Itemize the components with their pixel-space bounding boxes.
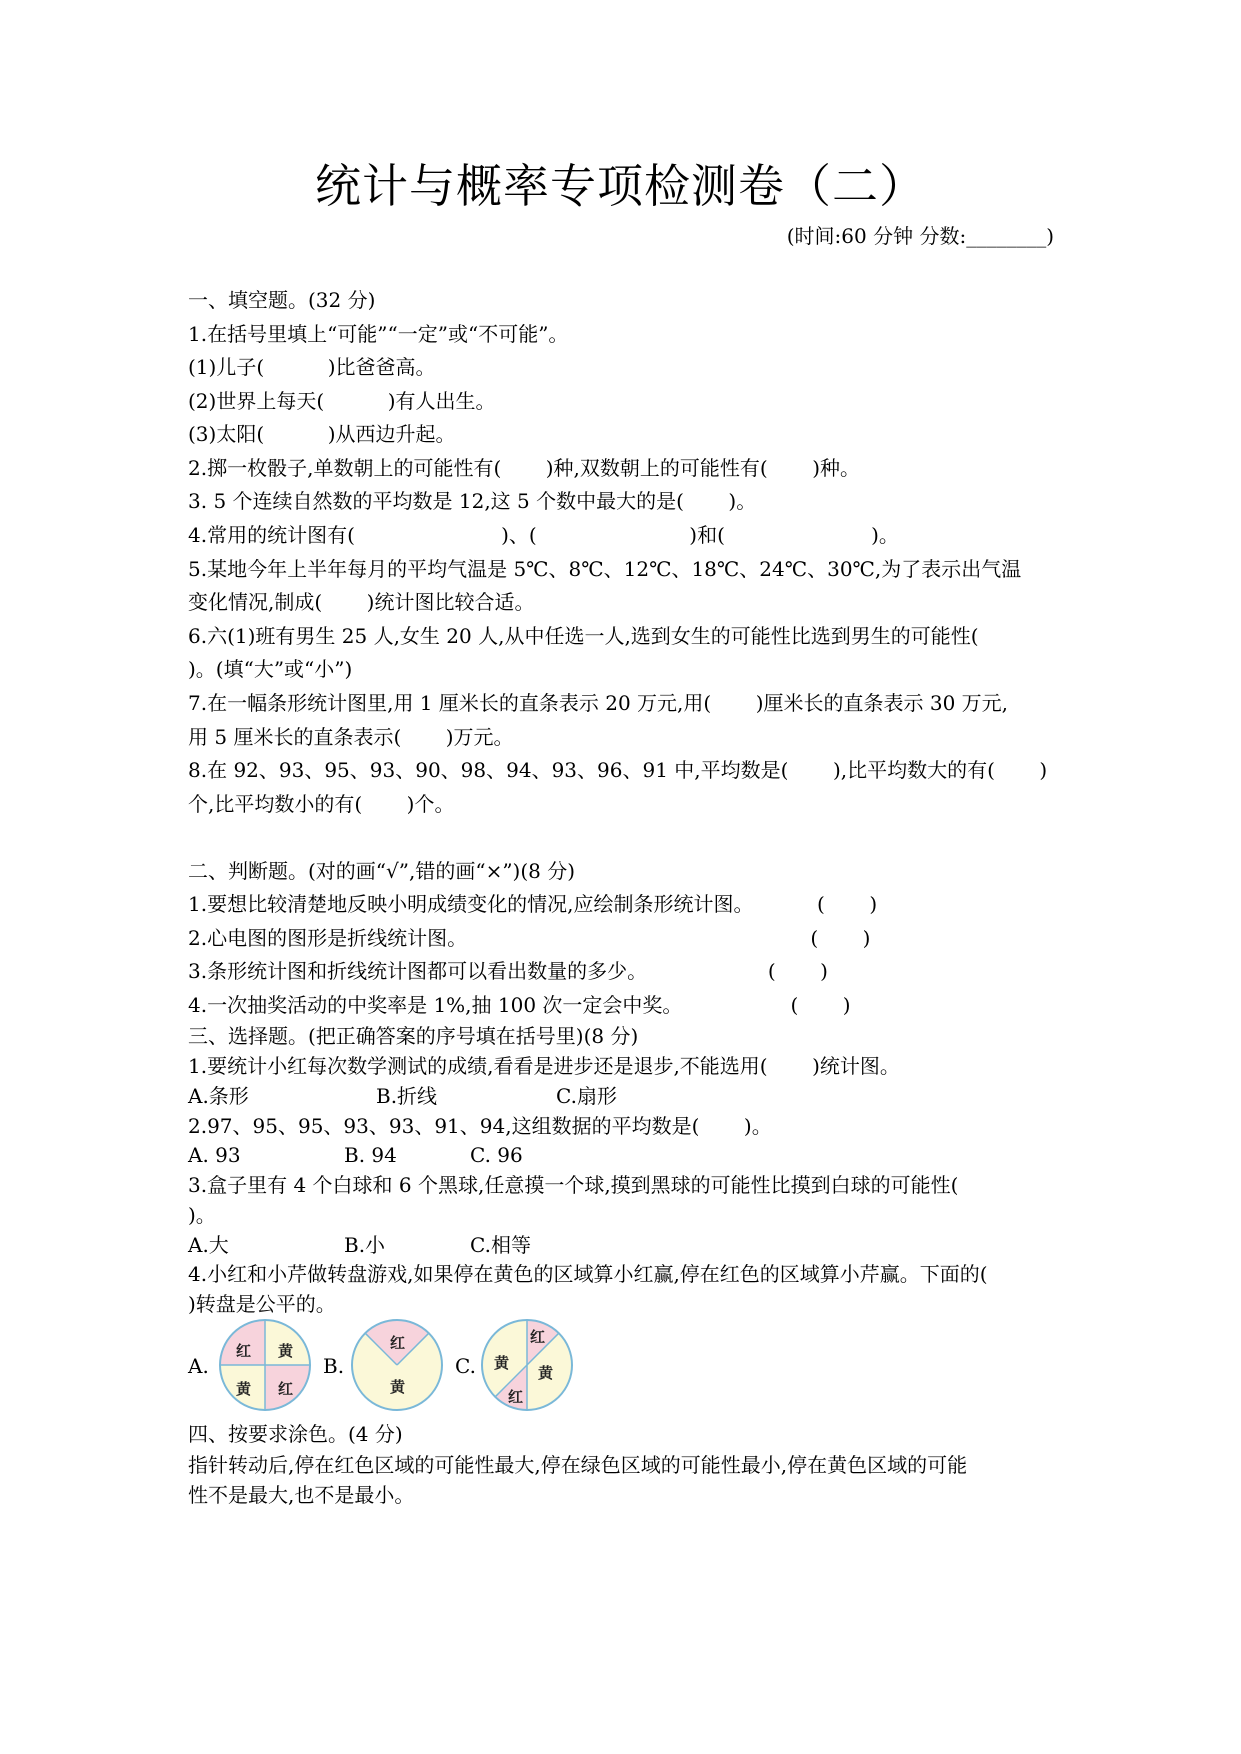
section4-text-line2: 性不是最大,也不是最小。 — [188, 1483, 415, 1507]
spinner-c — [480, 1318, 574, 1412]
option-b: B. 94 — [344, 1143, 397, 1167]
option-c: C.扇形 — [556, 1084, 617, 1108]
question-2-1: 1.要想比较清楚地反映小明成绩变化的情况,应绘制条形统计图。 ( ) — [188, 892, 878, 916]
question-1-5-line2: 变化情况,制成( )统计图比较合适。 — [188, 590, 535, 614]
page-title: 统计与概率专项检测卷（二） — [315, 159, 926, 213]
spinner-b-text-2: 黄 — [390, 1378, 406, 1396]
question-1-8-line1: 8.在 92、93、95、93、90、98、94、93、96、91 中,平均数是( ),比平均数大的有( ) — [188, 758, 1048, 782]
question-3-1: 1.要统计小红每次数学测试的成绩,看看是进步还是退步,不能选用( )统计图。 — [188, 1054, 900, 1078]
section4-text-line1: 指针转动后,停在红色区域的可能性最大,停在绿色区域的可能性最小,停在黄色区域的可能 — [188, 1453, 968, 1477]
spinner-a-text-2: 黄 — [278, 1342, 294, 1360]
question-3-3-line2: )。 — [188, 1203, 216, 1227]
option-a: A.条形 — [188, 1084, 249, 1108]
option-a: A. 93 — [188, 1143, 241, 1167]
spinner-c-text-3: 黄 — [538, 1364, 554, 1382]
question-1-7-line1: 7.在一幅条形统计图里,用 1 厘米长的直条表示 20 万元,用( )厘米长的直条表示 30 万元, — [188, 691, 1009, 715]
option-b: B.小 — [344, 1233, 386, 1257]
spinner-c-text-2: 黄 — [494, 1354, 510, 1372]
spinner-a — [218, 1318, 312, 1412]
question-3-2: 2.97、95、95、93、93、91、94,这组数据的平均数是( )。 — [188, 1114, 772, 1138]
question-2-2: 2.心电图的图形是折线统计图。 ( ) — [188, 926, 871, 950]
wheel-b-label: B. — [323, 1354, 345, 1378]
option-b: B.折线 — [376, 1084, 438, 1108]
time-score-line: (时间:60 分钟 分数:________) — [786, 224, 1054, 248]
section1-heading: 一、填空题。(32 分) — [188, 288, 376, 312]
spinner-c-text-4: 红 — [508, 1388, 524, 1406]
question-3-3-line1: 3.盒子里有 4 个白球和 6 个黑球,任意摸一个球,摸到黑球的可能性比摸到白球的可能性( — [188, 1173, 959, 1197]
question-1-1-b: (2)世界上每天( )有人出生。 — [188, 389, 496, 413]
question-1-6-line2: )。(填“大”或“小”) — [188, 657, 353, 681]
question-1-1-a: (1)儿子( )比爸爸高。 — [188, 355, 436, 379]
spinner-a-text-4: 红 — [278, 1380, 294, 1398]
section4-heading: 四、按要求涂色。(4 分) — [188, 1422, 403, 1446]
question-2-4: 4.一次抽奖活动的中奖率是 1%,抽 100 次一定会中奖。 ( ) — [188, 993, 851, 1017]
question-3-4-line2: )转盘是公平的。 — [188, 1292, 336, 1316]
section2-heading: 二、判断题。(对的画“√”,错的画“×”)(8 分) — [188, 859, 576, 883]
wheel-c-label: C. — [455, 1354, 476, 1378]
spinner-b — [350, 1318, 444, 1412]
wheel-a-label: A. — [188, 1354, 209, 1378]
question-1-6-line1: 6.六(1)班有男生 25 人,女生 20 人,从中任选一人,选到女生的可能性比选到男生的可能性( — [188, 624, 979, 648]
question-1-5-line1: 5.某地今年上半年每月的平均气温是 5℃、8℃、12℃、18℃、24℃、30℃,为了表示出气温 — [188, 557, 1022, 581]
question-1-1-c: (3)太阳( )从西边升起。 — [188, 422, 456, 446]
spinner-a-text-1: 红 — [236, 1342, 252, 1360]
question-1-3: 3. 5 个连续自然数的平均数是 12,这 5 个数中最大的是( )。 — [188, 489, 757, 513]
question-1-4: 4.常用的统计图有( )、( )和( )。 — [188, 523, 899, 547]
spinner-b-text-1: 红 — [390, 1334, 406, 1352]
option-c: C.相等 — [470, 1233, 531, 1257]
question-1-8-line2: 个,比平均数小的有( )个。 — [188, 792, 455, 816]
question-1-7-line2: 用 5 厘米长的直条表示( )万元。 — [188, 725, 514, 749]
option-a: A.大 — [188, 1233, 229, 1257]
option-c: C. 96 — [470, 1143, 523, 1167]
section3-heading: 三、选择题。(把正确答案的序号填在括号里)(8 分) — [188, 1024, 639, 1048]
question-1-2: 2.掷一枚骰子,单数朝上的可能性有( )种,双数朝上的可能性有( )种。 — [188, 456, 861, 480]
question-1-1: 1.在括号里填上“可能”“一定”或“不可能”。 — [188, 322, 569, 346]
question-2-3: 3.条形统计图和折线统计图都可以看出数量的多少。 ( ) — [188, 959, 828, 983]
question-3-4-line1: 4.小红和小芹做转盘游戏,如果停在黄色的区域算小红赢,停在红色的区域算小芹赢。下面的( — [188, 1262, 988, 1286]
spinner-a-text-3: 黄 — [236, 1380, 252, 1398]
spinner-c-text-1: 红 — [530, 1328, 546, 1346]
